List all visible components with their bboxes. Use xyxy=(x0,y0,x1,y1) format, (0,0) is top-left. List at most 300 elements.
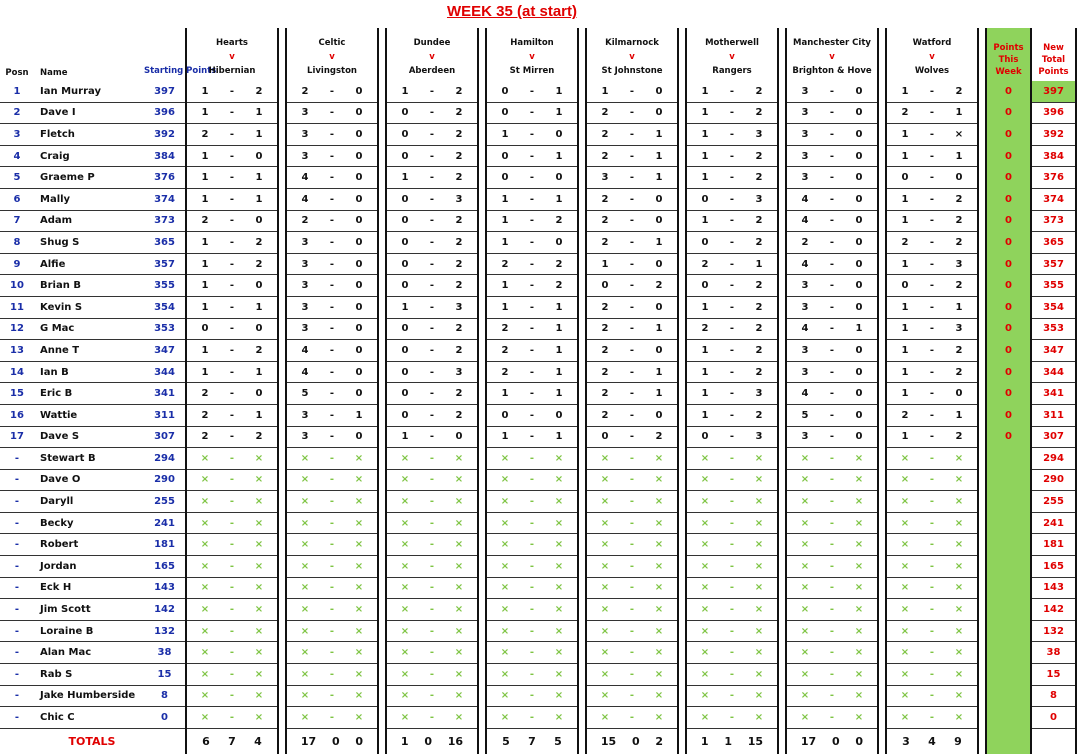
prediction-cell xyxy=(186,340,278,362)
score-dash: - xyxy=(329,452,335,464)
score-dash: - xyxy=(229,474,235,486)
prediction-cell xyxy=(486,102,578,124)
score-dash: - xyxy=(829,625,835,637)
home-goals: 2 xyxy=(501,366,509,378)
match-totals xyxy=(386,728,478,754)
score-dash: - xyxy=(929,280,935,292)
total-value: 4 xyxy=(928,734,936,748)
prediction-score xyxy=(587,194,677,205)
table-row xyxy=(0,426,1076,448)
home-goals: 0 xyxy=(401,280,409,292)
prediction-cell xyxy=(686,188,778,210)
row-points-this-week: 0 xyxy=(986,426,1031,448)
match-header xyxy=(586,28,678,81)
away-goals: × xyxy=(554,496,564,508)
score-dash: - xyxy=(229,452,235,464)
prediction-score xyxy=(687,604,777,615)
away-goals: 1 xyxy=(555,344,563,356)
prediction-cell xyxy=(486,664,578,686)
prediction-score xyxy=(887,129,977,140)
prediction-score xyxy=(787,669,877,680)
prediction-cell xyxy=(686,620,778,642)
score-dash: - xyxy=(929,366,935,378)
away-goals: 2 xyxy=(455,215,463,227)
prediction-score xyxy=(487,86,577,97)
row-new-total: 396 xyxy=(1031,102,1076,124)
prediction-cell xyxy=(686,664,778,686)
home-goals: × xyxy=(300,647,310,659)
prediction-cell xyxy=(786,81,878,102)
row-name: Anne T xyxy=(34,340,144,362)
prediction-cell xyxy=(886,491,978,513)
home-goals: 2 xyxy=(601,215,609,227)
total-value: 7 xyxy=(228,734,236,748)
away-goals: × xyxy=(254,604,264,616)
score-dash: - xyxy=(629,366,635,378)
away-goals: 0 xyxy=(655,85,663,97)
home-goals: × xyxy=(300,474,310,486)
home-goals: 1 xyxy=(201,280,209,292)
table-row xyxy=(0,145,1076,167)
home-goals: 1 xyxy=(601,85,609,97)
score-dash: - xyxy=(929,582,935,594)
home-goals: 0 xyxy=(401,388,409,400)
score-dash: - xyxy=(229,193,235,205)
prediction-cell xyxy=(486,556,578,578)
prediction-score xyxy=(387,626,477,637)
score-dash: - xyxy=(729,280,735,292)
away-goals: × xyxy=(454,452,464,464)
score-dash: - xyxy=(629,107,635,119)
prediction-cell xyxy=(886,102,978,124)
row-points-this-week xyxy=(986,534,1031,556)
row-points-this-week: 0 xyxy=(986,124,1031,146)
prediction-cell xyxy=(486,188,578,210)
away-goals: 2 xyxy=(955,85,963,97)
home-goals: 1 xyxy=(701,107,709,119)
away-goals: × xyxy=(254,452,264,464)
home-goals: 2 xyxy=(901,409,909,421)
home-goals: 1 xyxy=(201,236,209,248)
prediction-score xyxy=(387,604,477,615)
prediction-score xyxy=(587,539,677,550)
prediction-score xyxy=(487,194,577,205)
prediction-score xyxy=(287,388,377,399)
prediction-score xyxy=(287,345,377,356)
prediction-score xyxy=(687,647,777,658)
score-dash: - xyxy=(729,431,735,443)
away-goals: × xyxy=(854,496,864,508)
away-goals: × xyxy=(754,690,764,702)
home-goals: 1 xyxy=(501,193,509,205)
score-dash: - xyxy=(729,215,735,227)
row-position: 11 xyxy=(0,296,34,318)
score-dash: - xyxy=(529,474,535,486)
prediction-score xyxy=(187,712,277,723)
prediction-cell xyxy=(286,167,378,189)
prediction-cell xyxy=(386,102,478,124)
prediction-score xyxy=(387,669,477,680)
away-goals: 1 xyxy=(655,323,663,335)
prediction-score xyxy=(787,388,877,399)
away-goals: × xyxy=(354,496,364,508)
home-goals: 1 xyxy=(601,258,609,270)
row-points-this-week xyxy=(986,620,1031,642)
score-dash: - xyxy=(729,647,735,659)
away-goals: 2 xyxy=(455,280,463,292)
prediction-score xyxy=(787,367,877,378)
home-goals: × xyxy=(200,517,210,529)
prediction-score xyxy=(687,474,777,485)
versus-label: v xyxy=(929,52,935,62)
row-name: Loraine B xyxy=(34,620,144,642)
score-dash: - xyxy=(929,150,935,162)
prediction-cell xyxy=(586,664,678,686)
prediction-cell xyxy=(786,145,878,167)
home-goals: 4 xyxy=(801,323,809,335)
away-goals: × xyxy=(754,625,764,637)
prediction-score xyxy=(187,280,277,291)
prediction-score xyxy=(187,626,277,637)
table-row xyxy=(0,448,1076,470)
home-goals: 4 xyxy=(301,172,309,184)
score-dash: - xyxy=(629,280,635,292)
away-goals: × xyxy=(654,604,664,616)
prediction-cell xyxy=(786,361,878,383)
prediction-cell xyxy=(886,599,978,621)
away-goals: × xyxy=(854,517,864,529)
home-goals: × xyxy=(900,625,910,637)
prediction-cell xyxy=(886,340,978,362)
away-goals: × xyxy=(754,582,764,594)
totals-values xyxy=(387,735,477,748)
totals-values xyxy=(787,735,877,748)
away-goals: 0 xyxy=(555,409,563,421)
row-points-this-week: 0 xyxy=(986,167,1031,189)
prediction-score xyxy=(787,647,877,658)
home-goals: 4 xyxy=(801,215,809,227)
prediction-score xyxy=(387,518,477,529)
away-goals: × xyxy=(554,668,564,680)
away-goals: × xyxy=(654,668,664,680)
home-goals: 3 xyxy=(801,344,809,356)
home-goals: × xyxy=(700,712,710,724)
row-new-total: 165 xyxy=(1031,556,1076,578)
score-dash: - xyxy=(729,712,735,724)
prediction-score xyxy=(487,237,577,248)
away-goals: × xyxy=(754,647,764,659)
away-goals: × xyxy=(354,517,364,529)
table-body xyxy=(0,81,1076,728)
home-goals: × xyxy=(900,647,910,659)
row-new-total: 353 xyxy=(1031,318,1076,340)
prediction-score xyxy=(587,129,677,140)
prediction-cell xyxy=(786,210,878,232)
home-goals: 1 xyxy=(401,431,409,443)
prediction-cell xyxy=(686,534,778,556)
prediction-cell xyxy=(686,124,778,146)
score-dash: - xyxy=(429,560,435,572)
away-goals: × xyxy=(754,560,764,572)
home-goals: × xyxy=(900,452,910,464)
prediction-cell xyxy=(786,534,878,556)
row-starting-points: 354 xyxy=(144,296,186,318)
prediction-cell xyxy=(186,685,278,707)
away-goals: 1 xyxy=(955,107,963,119)
away-goals: 0 xyxy=(955,172,963,184)
prediction-score xyxy=(287,496,377,507)
away-goals: × xyxy=(654,517,664,529)
row-points-this-week: 0 xyxy=(986,232,1031,254)
prediction-score xyxy=(487,367,577,378)
home-goals: × xyxy=(500,712,510,724)
home-goals: 1 xyxy=(901,258,909,270)
away-goals: 3 xyxy=(955,323,963,335)
home-goals: 3 xyxy=(801,128,809,140)
score-dash: - xyxy=(729,172,735,184)
home-goals: × xyxy=(900,690,910,702)
score-dash: - xyxy=(729,236,735,248)
score-dash: - xyxy=(729,560,735,572)
home-goals: × xyxy=(400,474,410,486)
away-goals: 0 xyxy=(855,409,863,421)
prediction-cell xyxy=(686,404,778,426)
prediction-cell xyxy=(486,620,578,642)
score-dash: - xyxy=(929,668,935,680)
away-goals: × xyxy=(954,517,964,529)
away-goals: × xyxy=(954,647,964,659)
away-team: Hibernian xyxy=(208,66,256,76)
prediction-cell xyxy=(386,296,478,318)
home-goals: × xyxy=(700,496,710,508)
away-goals: 2 xyxy=(655,431,663,443)
away-goals: 1 xyxy=(255,193,263,205)
row-new-total: 255 xyxy=(1031,491,1076,513)
home-goals: 1 xyxy=(901,301,909,313)
row-name: Becky xyxy=(34,512,144,534)
prediction-cell xyxy=(386,426,478,448)
score-dash: - xyxy=(629,474,635,486)
row-new-total: 311 xyxy=(1031,404,1076,426)
prediction-score xyxy=(387,582,477,593)
score-dash: - xyxy=(929,85,935,97)
away-goals: 1 xyxy=(255,409,263,421)
away-goals: 1 xyxy=(855,323,863,335)
row-position: - xyxy=(0,577,34,599)
away-goals: × xyxy=(954,712,964,724)
total-value: 6 xyxy=(202,734,210,748)
away-goals: 2 xyxy=(955,215,963,227)
score-dash: - xyxy=(629,344,635,356)
prediction-cell xyxy=(486,232,578,254)
total-value: 1 xyxy=(400,734,409,748)
home-goals: × xyxy=(300,712,310,724)
score-dash: - xyxy=(229,236,235,248)
table-row xyxy=(0,556,1076,578)
prediction-score xyxy=(287,237,377,248)
score-dash: - xyxy=(429,431,435,443)
away-goals: 2 xyxy=(455,236,463,248)
match-header xyxy=(886,28,978,81)
row-position: 8 xyxy=(0,232,34,254)
row-starting-points: 132 xyxy=(144,620,186,642)
total-value: 0 xyxy=(831,734,840,748)
away-goals: 0 xyxy=(255,323,263,335)
away-goals: 1 xyxy=(955,301,963,313)
score-dash: - xyxy=(429,474,435,486)
score-dash: - xyxy=(929,258,935,270)
prediction-score xyxy=(487,561,577,572)
score-dash: - xyxy=(529,582,535,594)
score-dash: - xyxy=(929,193,935,205)
prediction-cell xyxy=(686,577,778,599)
prediction-cell xyxy=(786,577,878,599)
score-dash: - xyxy=(529,236,535,248)
score-dash: - xyxy=(929,604,935,616)
prediction-cell xyxy=(686,232,778,254)
prediction-cell xyxy=(886,167,978,189)
home-goals: 1 xyxy=(701,388,709,400)
row-points-this-week: 0 xyxy=(986,102,1031,124)
prediction-score xyxy=(187,367,277,378)
score-dash: - xyxy=(529,496,535,508)
prediction-score xyxy=(887,172,977,183)
score-dash: - xyxy=(429,85,435,97)
home-goals: 1 xyxy=(501,128,509,140)
away-goals: × xyxy=(554,560,564,572)
prediction-score xyxy=(487,151,577,162)
prediction-score xyxy=(787,302,877,313)
home-goals: 4 xyxy=(301,366,309,378)
prediction-cell xyxy=(686,599,778,621)
row-starting-points: 365 xyxy=(144,232,186,254)
prediction-cell xyxy=(486,124,578,146)
score-dash: - xyxy=(329,215,335,227)
score-dash: - xyxy=(329,128,335,140)
prediction-score xyxy=(687,259,777,270)
away-goals: 3 xyxy=(455,301,463,313)
total-value: 5 xyxy=(502,734,510,748)
prediction-score xyxy=(187,453,277,464)
score-dash: - xyxy=(229,366,235,378)
home-goals: × xyxy=(500,690,510,702)
prediction-score xyxy=(187,151,277,162)
score-dash: - xyxy=(229,647,235,659)
prediction-score xyxy=(887,496,977,507)
away-team: Rangers xyxy=(712,66,752,76)
prediction-score xyxy=(387,474,477,485)
prediction-score xyxy=(587,280,677,291)
prediction-cell xyxy=(586,685,678,707)
score-dash: - xyxy=(729,258,735,270)
score-dash: - xyxy=(229,604,235,616)
prediction-score xyxy=(687,712,777,723)
row-new-total: 15 xyxy=(1031,664,1076,686)
away-goals: 1 xyxy=(755,258,763,270)
home-goals: × xyxy=(900,517,910,529)
home-goals: 1 xyxy=(501,431,509,443)
score-dash: - xyxy=(529,280,535,292)
prediction-cell xyxy=(286,664,378,686)
prediction-cell xyxy=(286,210,378,232)
prediction-score xyxy=(687,669,777,680)
prediction-score xyxy=(787,129,877,140)
prediction-score xyxy=(687,518,777,529)
score-dash: - xyxy=(929,344,935,356)
home-goals: 3 xyxy=(801,366,809,378)
home-goals: 2 xyxy=(901,236,909,248)
row-position: 14 xyxy=(0,361,34,383)
score-dash: - xyxy=(729,496,735,508)
away-goals: × xyxy=(854,582,864,594)
prediction-score xyxy=(687,626,777,637)
prediction-score xyxy=(887,474,977,485)
score-dash: - xyxy=(229,539,235,551)
prediction-score xyxy=(187,194,277,205)
prediction-score xyxy=(587,518,677,529)
prediction-cell xyxy=(286,448,378,470)
away-goals: × xyxy=(554,647,564,659)
prediction-score xyxy=(587,496,677,507)
prediction-cell xyxy=(586,124,678,146)
prediction-cell xyxy=(286,81,378,102)
prediction-score xyxy=(587,647,677,658)
home-goals: 4 xyxy=(301,193,309,205)
score-dash: - xyxy=(929,323,935,335)
home-goals: × xyxy=(400,712,410,724)
away-goals: × xyxy=(354,474,364,486)
prediction-cell xyxy=(186,275,278,297)
prediction-score xyxy=(787,474,877,485)
home-goals: 1 xyxy=(201,301,209,313)
prediction-cell xyxy=(386,534,478,556)
prediction-score xyxy=(887,302,977,313)
home-goals: 1 xyxy=(701,409,709,421)
prediction-score xyxy=(687,410,777,421)
score-dash: - xyxy=(729,668,735,680)
away-goals: 0 xyxy=(355,258,363,270)
away-goals: 1 xyxy=(255,301,263,313)
away-goals: 1 xyxy=(555,193,563,205)
prediction-cell xyxy=(486,81,578,102)
away-goals: 2 xyxy=(955,193,963,205)
away-team: St Johnstone xyxy=(601,66,663,76)
prediction-cell xyxy=(186,167,278,189)
prediction-cell xyxy=(786,491,878,513)
score-dash: - xyxy=(229,280,235,292)
row-points-this-week: 0 xyxy=(986,296,1031,318)
prediction-score xyxy=(187,690,277,701)
prediction-score xyxy=(887,367,977,378)
score-dash: - xyxy=(729,301,735,313)
score-dash: - xyxy=(829,517,835,529)
home-goals: 3 xyxy=(301,258,309,270)
row-new-total: 384 xyxy=(1031,145,1076,167)
score-dash: - xyxy=(429,582,435,594)
home-goals: 2 xyxy=(201,128,209,140)
prediction-cell xyxy=(486,253,578,275)
score-dash: - xyxy=(229,150,235,162)
away-goals: × xyxy=(654,560,664,572)
prediction-cell xyxy=(786,448,878,470)
prediction-score xyxy=(687,194,777,205)
home-goals: 0 xyxy=(901,280,909,292)
away-goals: 1 xyxy=(555,366,563,378)
prediction-score xyxy=(787,604,877,615)
prediction-cell xyxy=(886,469,978,491)
score-dash: - xyxy=(329,647,335,659)
prediction-score xyxy=(387,151,477,162)
